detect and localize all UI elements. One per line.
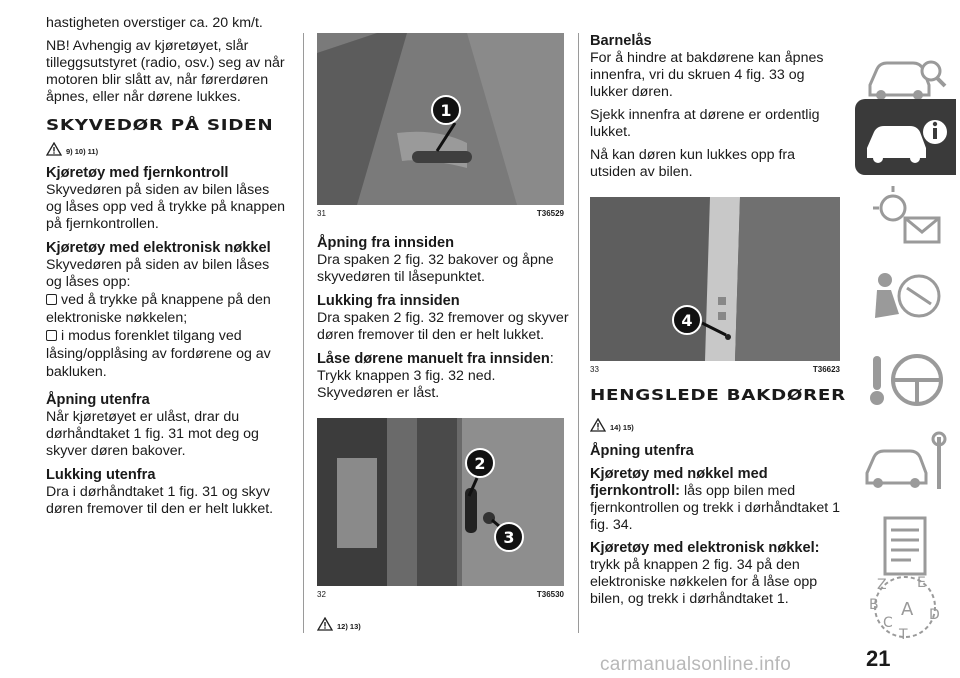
figure-32-image bbox=[317, 418, 564, 586]
index-letter: E bbox=[917, 575, 926, 591]
warning-refs: 9) 10) 11) bbox=[66, 147, 99, 156]
steering-key-icon[interactable] bbox=[855, 342, 956, 420]
figure-32 bbox=[317, 418, 564, 586]
car-info-icon[interactable] bbox=[855, 99, 956, 175]
index-letter: D bbox=[929, 607, 940, 623]
figure-number: 31 bbox=[317, 209, 326, 218]
bullet-item: ved å trykke på knappene på den elektroniske nøkkelen; bbox=[46, 292, 271, 326]
warning-triangle-icon bbox=[590, 418, 606, 432]
warning-lights-icon[interactable] bbox=[855, 178, 956, 256]
figure-33-image bbox=[590, 197, 840, 361]
paragraph-remote: Kjøretøy med nøkkel med fjernkontroll: lås opp bilen med fjernkontrollen og trekk i dørhåndtaket 1 fig. 34. bbox=[590, 466, 840, 533]
paragraph-electronic-key: Skyvedøren på siden av bilen låses og låses opp: bbox=[46, 257, 270, 290]
intro-note: NB! Avhengig av kjøretøyet, slår tilleggsutstyret (radio, osv.) seg av når motoren blir slått av, når førerdøren åpnes, eller når dørene lukkes. bbox=[46, 38, 285, 105]
bullet-checkbox-icon bbox=[46, 294, 57, 305]
car-service-icon[interactable] bbox=[855, 425, 956, 503]
column-2 bbox=[317, 0, 571, 631]
paragraph-open-outside: Når kjøretøyet er ulåst, drar du dørhåndtaket 1 fig. 31 mot deg og skyver døren bakover. bbox=[46, 409, 259, 459]
index-icon[interactable] bbox=[855, 568, 956, 643]
index-letter: A bbox=[901, 599, 914, 620]
subheading-remote: Kjøretøy med fjernkontroll bbox=[46, 165, 229, 181]
warning-reference bbox=[317, 613, 571, 631]
index-letter: T bbox=[899, 627, 908, 643]
figure-33-caption bbox=[590, 361, 840, 374]
paragraph-remote: Skyvedøren på siden av bilen låses og låses opp ved å trykke på knappen på fjernkontrollen. bbox=[46, 182, 285, 232]
figure-number: 33 bbox=[590, 365, 599, 374]
subheading-electronic-key: Kjøretøy med elektronisk nøkkel bbox=[46, 240, 271, 256]
warning-refs: 12) 13) bbox=[337, 622, 361, 631]
paragraph-electronic-key: Kjøretøy med elektronisk nøkkel: trykk på knappen 2 fig. 34 på den elektroniske nøkkelen for å låse opp bilen, og trekk i dørhåndtaket 1. bbox=[590, 540, 820, 607]
figure-32-caption bbox=[317, 586, 564, 599]
subheading-open-outside: Åpning utenfra bbox=[590, 443, 694, 459]
figure-code: T36529 bbox=[536, 209, 564, 218]
bullet-item: i modus forenklet tilgang ved låsing/opplåsing av fordørene og av bakluken. bbox=[46, 328, 271, 380]
warning-reference bbox=[46, 138, 286, 156]
callout-3: 3 bbox=[494, 522, 524, 552]
figure-31-caption bbox=[317, 205, 564, 218]
intro-text: hastigheten overstiger ca. 20 km/t. bbox=[46, 15, 263, 31]
watermark: carmanualsonline.info bbox=[600, 654, 792, 675]
column-3 bbox=[590, 0, 846, 608]
paragraph-close-inside: Dra spaken 2 fig. 32 fremover og skyver døren fremover til den er helt lukket. bbox=[317, 310, 569, 343]
airbag-safety-icon[interactable] bbox=[855, 258, 956, 336]
subheading-open-inside: Åpning fra innsiden bbox=[317, 235, 455, 251]
column-divider bbox=[578, 33, 579, 633]
subheading-close-inside: Lukking fra innsiden bbox=[317, 293, 460, 309]
subheading-child-lock: Barnelås bbox=[590, 33, 652, 49]
figure-code: T36623 bbox=[812, 365, 840, 374]
page-number: 21 bbox=[866, 646, 891, 671]
paragraph-child-lock-1: For å hindre at bakdørene kan åpnes innenfra, vri du skruen 4 fig. 33 og lukker døren. bbox=[590, 50, 824, 100]
subheading-manual-lock: Låse dørene manuelt fra innsiden: bbox=[317, 351, 554, 367]
index-letter: Z bbox=[877, 577, 887, 593]
column-divider bbox=[303, 33, 304, 633]
section-heading-rear-doors: HENGSLEDE BAKDØRER bbox=[590, 386, 846, 404]
index-letter: C bbox=[883, 615, 893, 631]
paragraph-close-outside: Dra i dørhåndtaket 1 fig. 31 og skyv døren fremover til den er helt lukket. bbox=[46, 484, 274, 517]
warning-reference bbox=[590, 414, 840, 432]
figure-31 bbox=[317, 33, 564, 205]
callout-2: 2 bbox=[465, 448, 495, 478]
callout-4: 4 bbox=[672, 305, 702, 335]
subheading-open-outside: Åpning utenfra bbox=[46, 392, 150, 408]
paragraph-open-inside: Dra spaken 2 fig. 32 bakover og åpne skyvedøren til låsepunktet. bbox=[317, 252, 554, 285]
warning-refs: 14) 15) bbox=[610, 423, 634, 432]
paragraph-manual-lock: Trykk knappen 3 fig. 32 ned. Skyvedøren er låst. bbox=[317, 368, 496, 401]
chapter-sidebar bbox=[851, 0, 960, 678]
paragraph-child-lock-3: Nå kan døren kun lukkes opp fra utsiden av bilen. bbox=[590, 147, 796, 180]
column-1 bbox=[46, 0, 286, 518]
section-heading-sliding-door: SKYVEDØR PÅ SIDEN bbox=[46, 116, 274, 134]
index-letter: B bbox=[869, 597, 879, 613]
figure-33 bbox=[590, 197, 840, 361]
bullet-checkbox-icon bbox=[46, 330, 57, 341]
warning-triangle-icon bbox=[46, 142, 62, 156]
warning-triangle-icon bbox=[317, 617, 333, 631]
paragraph-child-lock-2: Sjekk innenfra at dørene er ordentlig lukket. bbox=[590, 107, 820, 140]
figure-code: T36530 bbox=[536, 590, 564, 599]
figure-number: 32 bbox=[317, 590, 326, 599]
subheading-close-outside: Lukking utenfra bbox=[46, 467, 156, 483]
callout-1: 1 bbox=[431, 95, 461, 125]
